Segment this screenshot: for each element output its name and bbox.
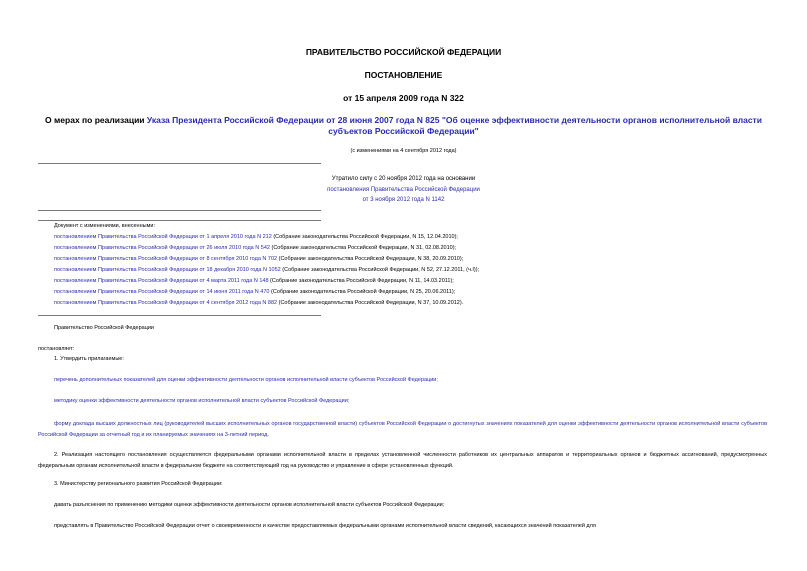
title-prefix: О мерах по реализации (45, 115, 147, 125)
divider (38, 220, 321, 221)
change-item-source: (Собрание законодательства Российской Федерации, N 37, 10.09.2012). (277, 300, 464, 306)
change-item (54, 256, 463, 262)
paragraph-3: 3. Министерству регионального развития Российской Федерации: (54, 481, 223, 487)
changes-heading: Документ с изменениями, внесенными: (54, 223, 155, 229)
body-government: Правительство Российской Федерации (54, 325, 154, 331)
paragraph-1c (38, 419, 767, 441)
paragraph-2: 2. Реализация настоящего постановления осуществляется федеральными органами исполнительной власти в пределах установленной численности работников их центральных аппаратов и территориальных органов и бюджетных ассигнований, предусмотренных федеральным органам исполнительной власти в федеральном бюджете на соответствующий год на руководство и управление в сфере установленных функций. (38, 452, 767, 469)
government-heading: ПРАВИТЕЛЬСТВО РОССИЙСКОЙ ФЕДЕРАЦИИ (305, 47, 502, 57)
change-item-source: (Собрание законодательства Российской Федерации, N 15, 12.04.2010); (271, 234, 458, 240)
divider (38, 315, 321, 316)
paragraph-1a-link[interactable]: перечень дополнительных показателей для оценки эффективности деятельности органов исполнительной власти субъектов Российской Федерации; (54, 377, 438, 383)
paragraph-1c-end: . (267, 432, 269, 438)
divider (38, 210, 321, 211)
change-item-link[interactable]: постановлением Правительства Российской Федерации от 18 декабря 2010 года N 1052 (54, 267, 281, 273)
change-item-source: (Собрание законодательства Российской Федерации, N 25, 20.06.2011); (269, 289, 456, 295)
change-item (54, 300, 463, 306)
lost-force-line: Утратило силу с 20 ноября 2012 года на основании (331, 176, 476, 182)
change-item (54, 267, 479, 273)
change-item-link[interactable]: постановлением Правительства Российской Федерации от 1 апреля 2010 года N 212 (54, 234, 272, 240)
paragraph-1b-link[interactable]: методику оценки эффективности деятельности органов исполнительной власти субъектов Российской Федерации; (54, 398, 350, 404)
document-title (36, 115, 771, 137)
lost-force-link-date[interactable]: от 3 ноября 2012 года N 1142 (362, 197, 445, 203)
change-item-link[interactable]: постановлением Правительства Российской Федерации от 8 сентября 2010 года N 702 (54, 256, 278, 262)
amended-note: (с изменениями на 4 сентября 2012 года) (350, 148, 457, 154)
divider (38, 163, 321, 164)
change-item (54, 278, 454, 284)
body-decides: постановляет: (38, 346, 75, 352)
change-item-link[interactable]: постановлением Правительства Российской Федерации от 4 сентября 2012 года N 882 (54, 300, 278, 306)
paragraph-1: 1. Утвердить прилагаемые: (54, 356, 124, 362)
change-item (54, 245, 456, 251)
lost-force-link[interactable]: постановления Правительства Российской Федерации (327, 187, 480, 193)
document-type: ПОСТАНОВЛЕНИЕ (364, 70, 443, 80)
paragraph-1c-link[interactable]: форму доклада высших должностных лиц (руководителей высших исполнительных органов государственной власти) субъектов Российской Федерации о достигнутых значениях показателей для оценки эффективности деятельности органов исполнительной власти субъектов Российской Федерации за отчетный год и их планируемых значениях на 3-летний период (38, 421, 767, 438)
paragraph-3b: представлять в Правительство Российской Федерации отчет о своевременности и качестве предоставляемых федеральными органами исполнительной власти сведений, касающихся значений показателей для (54, 523, 596, 529)
document-date-number: от 15 апреля 2009 года N 322 (343, 93, 464, 103)
change-item-source: (Собрание законодательства Российской Федерации, N 31, 02.08.2010); (269, 245, 457, 251)
change-item-source: (Собрание законодательства Российской Федерации, N 38, 20.09.2010); (277, 256, 464, 262)
change-item-link[interactable]: постановлением Правительства Российской Федерации от 4 марта 2011 года N 148 (54, 278, 269, 284)
title-decree-link[interactable]: Указа Президента Российской Федерации от 28 июня 2007 года N 825 "Об оценке эффективности деятельности органов исполнительной власти субъектов Российской Федерации" (146, 115, 762, 136)
change-item (54, 289, 455, 295)
change-item-source: (Собрание законодательства Российской Федерации, N 11, 14.03.2011); (268, 278, 454, 284)
change-item-source: (Собрание законодательства Российской Федерации, N 52, 27.12.2011, (ч.I)); (280, 267, 480, 273)
paragraph-3a: давать разъяснения по применению методики оценки эффективности деятельности органов исполнительной власти субъектов Российской Федерации; (54, 502, 445, 508)
change-item-link[interactable]: постановлением Правительства Российской Федерации от 26 июля 2010 года N 542 (54, 245, 270, 251)
change-item-link[interactable]: постановлением Правительства Российской Федерации от 14 июня 2011 года N 470 (54, 289, 270, 295)
change-item (54, 234, 458, 240)
